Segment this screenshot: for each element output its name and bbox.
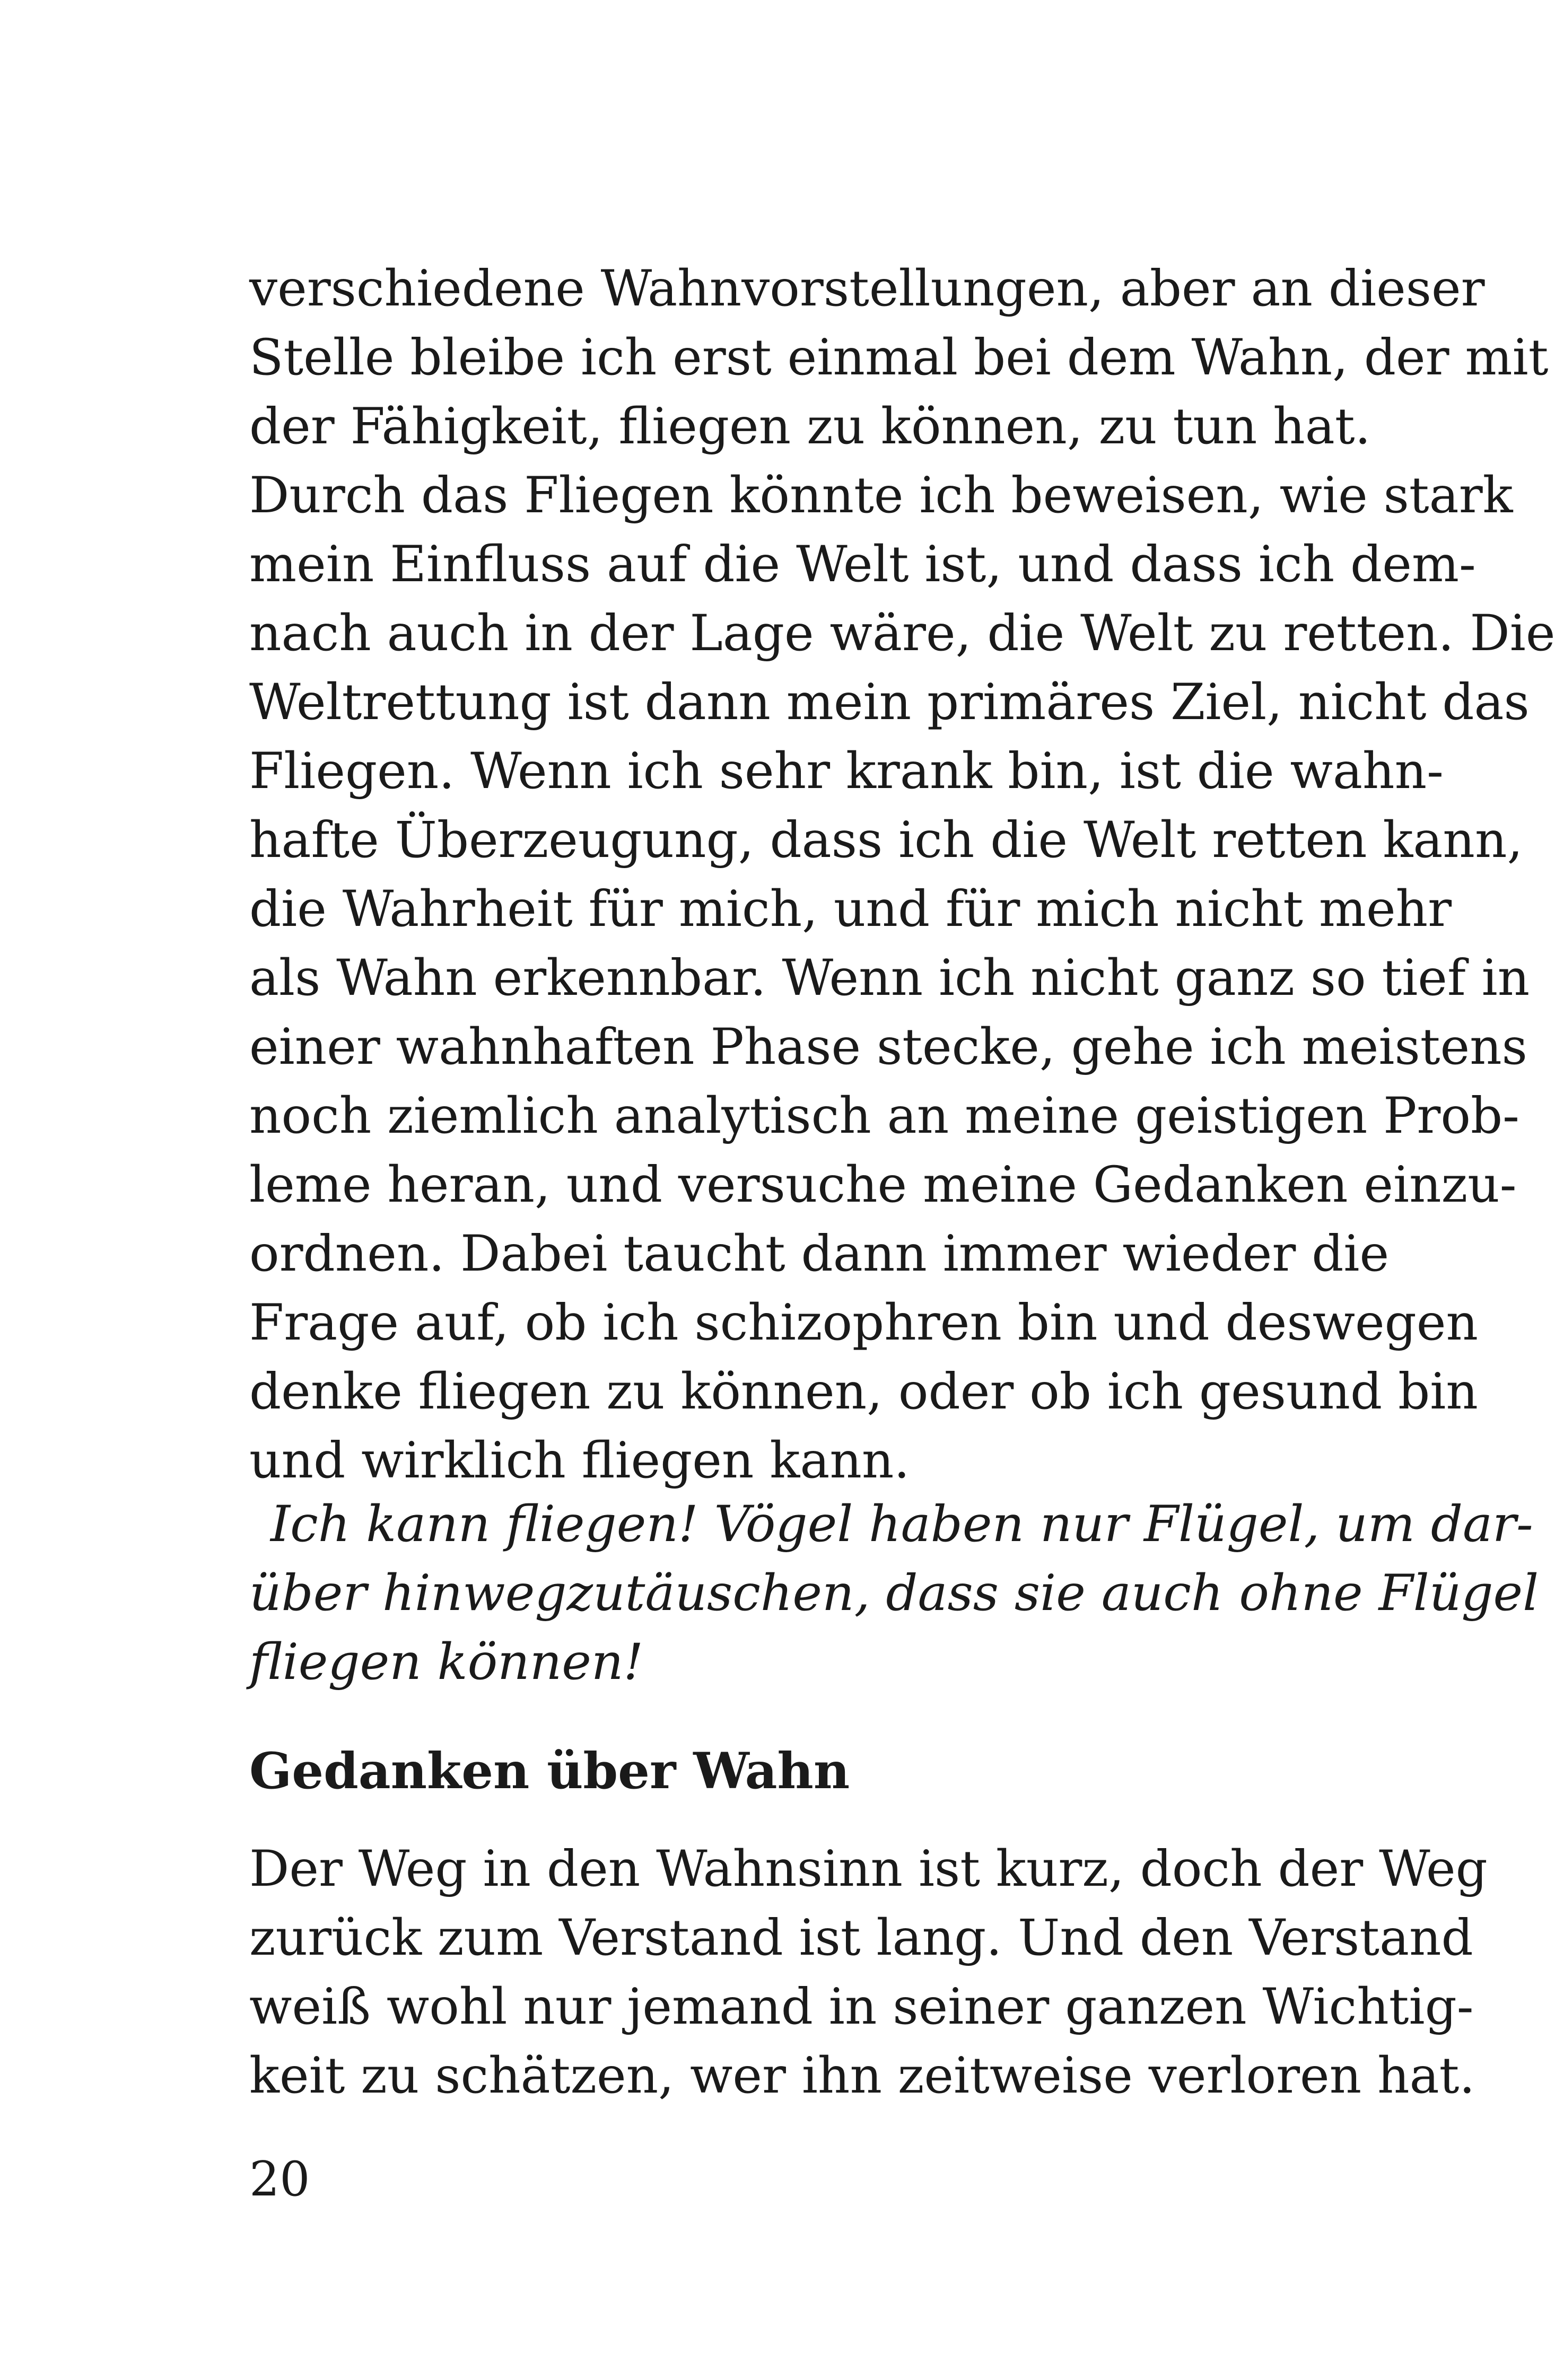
text-line: nach auch in der Lage wäre, die Welt zu retten. Die bbox=[249, 605, 1555, 662]
text-line: die Wahrheit für mich, und für mich nicht mehr bbox=[249, 880, 1452, 938]
section-heading: Gedanken über Wahn bbox=[249, 1742, 850, 1800]
text-line: Fliegen. Wenn ich sehr krank bin, ist die wahn- bbox=[249, 742, 1444, 800]
page-number: 20 bbox=[249, 2151, 310, 2207]
text-line: leme heran, und versuche meine Gedanken einzu- bbox=[249, 1156, 1517, 1214]
text-line: einer wahnhaften Phase stecke, gehe ich meistens bbox=[249, 1018, 1527, 1076]
text-line: als Wahn erkennbar. Wenn ich nicht ganz so tief in bbox=[249, 949, 1530, 1007]
text-line: noch ziemlich analytisch an meine geistigen Prob- bbox=[249, 1087, 1519, 1145]
text-line: weiß wohl nur jemand in seiner ganzen Wichtig- bbox=[249, 1978, 1474, 2036]
text-line: hafte Überzeugung, dass ich die Welt retten kann, bbox=[249, 811, 1523, 869]
body-paragraph bbox=[249, 255, 1555, 1495]
text-line: zurück zum Verstand ist lang. Und den Verstand bbox=[249, 1909, 1473, 1967]
italic-quote bbox=[249, 1490, 1539, 1697]
quote-line: fliegen können! bbox=[249, 1633, 644, 1691]
text-line: verschiedene Wahnvorstellungen, aber an dieser bbox=[249, 260, 1485, 318]
quote-line: über hinwegzutäuschen, dass sie auch ohne Flügel bbox=[249, 1564, 1539, 1622]
text-line: und wirklich fliegen kann. bbox=[249, 1432, 910, 1490]
text-line: keit zu schätzen, wer ihn zeitweise verloren hat. bbox=[249, 2047, 1475, 2105]
text-line: Der Weg in den Wahnsinn ist kurz, doch der Weg bbox=[249, 1840, 1488, 1898]
text-line: Frage auf, ob ich schizophren bin und deswegen bbox=[249, 1294, 1478, 1352]
text-line: Weltrettung ist dann mein primäres Ziel, nicht das bbox=[249, 673, 1530, 731]
body-paragraph bbox=[249, 1835, 1488, 2111]
text-line: ordnen. Dabei taucht dann immer wieder die bbox=[249, 1225, 1390, 1283]
text-line: der Fähigkeit, fliegen zu können, zu tun hat. bbox=[249, 398, 1371, 456]
text-line: Stelle bleibe ich erst einmal bei dem Wahn, der mit bbox=[249, 329, 1549, 387]
text-line: mein Einfluss auf die Welt ist, und dass ich dem- bbox=[249, 536, 1476, 593]
text-line: denke fliegen zu können, oder ob ich gesund bin bbox=[249, 1363, 1478, 1421]
quote-line: Ich kann fliegen! Vögel haben nur Flügel, um dar- bbox=[270, 1495, 1533, 1553]
text-line: Durch das Fliegen könnte ich beweisen, wie stark bbox=[249, 467, 1513, 524]
